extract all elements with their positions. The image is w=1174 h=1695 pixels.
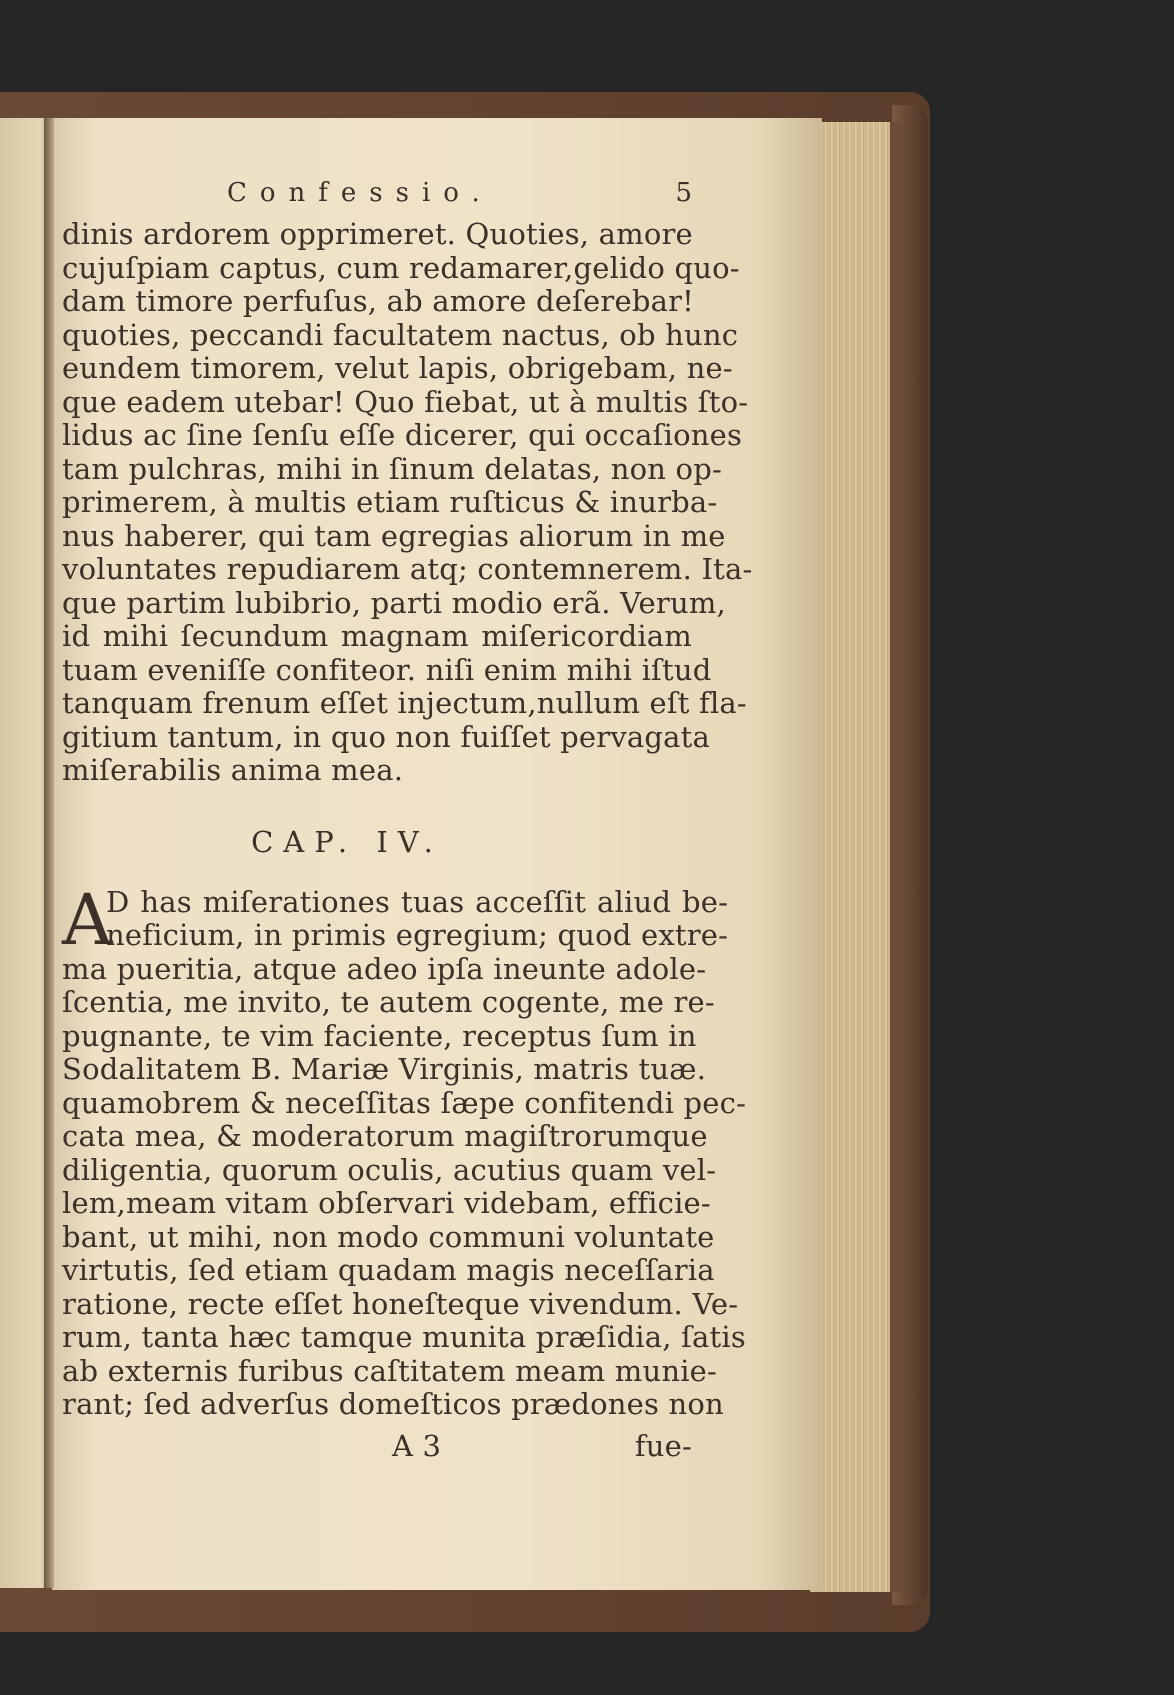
text-line: lem,meam vitam obſervari videbam, efficie-	[62, 1186, 711, 1220]
text-line: rum, tanta hæc tamque munita præſidia, ſatis	[62, 1320, 746, 1354]
drop-cap: A	[62, 878, 113, 961]
text-line: que eadem utebar! Quo fiebat, ut à multis ſto-	[62, 384, 749, 419]
signature-mark: A 3	[392, 1428, 442, 1463]
text-line: gitium tantum, in quo non fuiſſet pervagata	[62, 719, 711, 754]
catchword: fue-	[634, 1428, 692, 1463]
text-line: id mihi ſecundum magnam miſericordiam	[62, 619, 692, 653]
text-line: nus haberer, qui tam egregias aliorum in me	[62, 518, 726, 553]
page-edges	[810, 122, 902, 1592]
page-text	[62, 178, 753, 1466]
text-line: dinis ardorem opprimeret. Quoties, amore	[62, 217, 693, 251]
drop-cap-block	[62, 878, 729, 961]
left-page-edge	[0, 118, 50, 1588]
text-line: ſcentia, me invito, te autem cogente, me re-	[62, 985, 715, 1019]
text-line: dam timore perfuſus, ab amore deſerebar!	[62, 284, 695, 318]
text-line: tanquam frenum eſſet injectum,nullum eſt fla-	[62, 686, 747, 720]
text-line: eundem timorem, velut lapis, obrigebam, ne-	[62, 351, 733, 385]
running-header	[62, 178, 692, 218]
text-line: miſerabilis anima mea.	[62, 753, 404, 787]
chapter-heading: CAP. IV.	[251, 824, 443, 859]
text-line: tam pulchras, mihi in ſinum delatas, non op-	[62, 451, 722, 486]
text-line: ratione, recte eſſet honeſteque vivendum. Ve-	[62, 1286, 739, 1321]
text-line: cujuſpiam captus, cum redamarer,gelido quo-	[62, 250, 740, 285]
text-line: voluntates repudiarem atq; contemnerem. Ita-	[62, 552, 753, 586]
page-number: 5	[675, 178, 692, 208]
text-line: virtutis, ſed etiam quadam magis neceſſaria	[62, 1253, 715, 1287]
book-gutter	[44, 118, 54, 1588]
paragraph-1	[62, 217, 753, 788]
text-line: tuam eveniſſe confiteor. niſi enim mihi iſtud	[62, 652, 712, 687]
text-line: bant, ut mihi, non modo communi voluntate	[62, 1219, 715, 1254]
text-line: quoties, peccandi facultatem nactus, ob hunc	[62, 317, 739, 352]
text-line: quamobrem & neceſſitas ſæpe confitendi pec-	[62, 1085, 747, 1120]
paragraph-2	[62, 878, 747, 1422]
page-footer	[62, 1426, 692, 1466]
running-title: Confessio.	[227, 178, 493, 208]
text-line: neficium, in primis egregium; quod extre-	[106, 918, 729, 952]
text-line: que partim lubibrio, parti modio erã. Verum,	[62, 585, 726, 620]
text-line: ab externis furibus caſtitatem meam munie-	[62, 1353, 718, 1388]
text-line: primerem, à multis etiam ruſticus & inurba-	[62, 485, 718, 519]
text-line: rant; ſed adverſus domeſticos prædones non	[62, 1387, 724, 1421]
text-line: diligentia, quorum oculis, acutius quam vel-	[62, 1152, 717, 1187]
text-line: ma pueritia, atque adeo ipſa ineunte adole-	[62, 951, 707, 986]
text-line: lidus ac ſine ſenſu eſſe dicerer, qui occaſiones	[62, 418, 743, 452]
text-line: Sodalitatem B. Mariæ Virginis, matris tuæ.	[62, 1052, 707, 1086]
text-line: pugnante, te vim faciente, receptus ſum in	[62, 1018, 697, 1053]
text-line: D has miſerationes tuas acceſſit aliud be-	[106, 884, 729, 919]
text-line: cata mea, & moderatorum magiſtrorumque	[62, 1119, 708, 1153]
